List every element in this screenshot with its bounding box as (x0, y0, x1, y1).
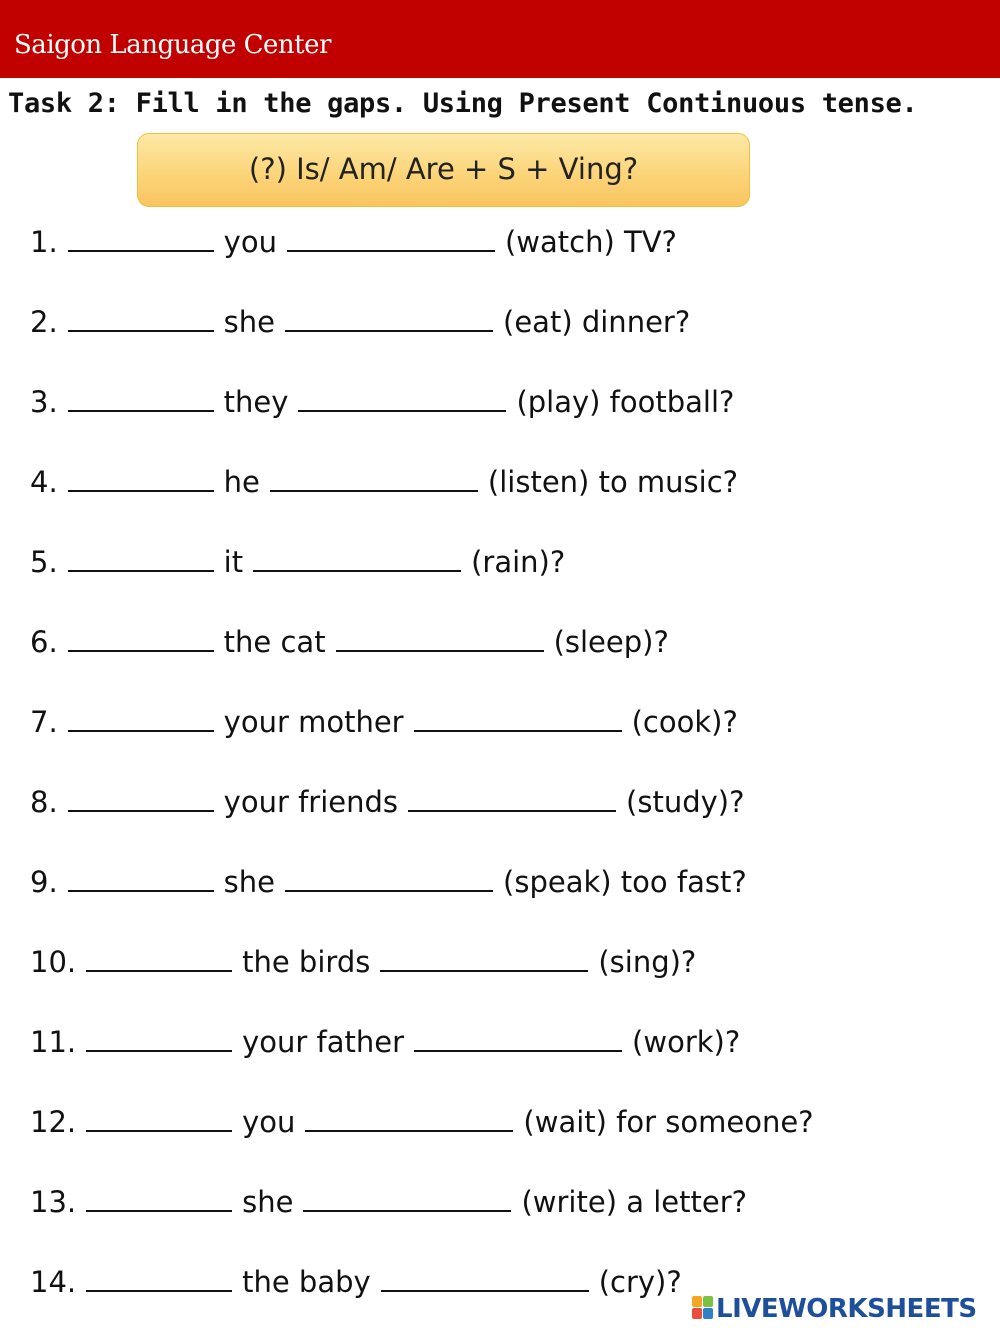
verb-be-blank[interactable] (68, 228, 214, 252)
verb-ing-blank[interactable] (298, 388, 506, 412)
verb-ing-blank[interactable] (287, 228, 495, 252)
task-heading: Task 2: Fill in the gaps. Using Present Continuous tense. (8, 88, 918, 119)
question-subject: they (223, 385, 289, 419)
question-number: 1. (30, 225, 58, 259)
question-number: 14. (30, 1265, 77, 1299)
liveworksheets-watermark (692, 1294, 977, 1324)
question-item (30, 1265, 682, 1299)
verb-ing-blank[interactable] (336, 628, 544, 652)
question-number: 6. (30, 625, 58, 659)
question-number: 8. (30, 785, 58, 819)
question-number: 2. (30, 305, 58, 339)
question-subject: you (242, 1105, 296, 1139)
question-prompt: (work)? (632, 1025, 741, 1059)
question-subject: your mother (223, 705, 404, 739)
question-subject: she (242, 1185, 294, 1219)
verb-ing-blank[interactable] (253, 548, 461, 572)
question-subject: you (223, 225, 277, 259)
question-number: 7. (30, 705, 58, 739)
question-item (30, 1185, 748, 1219)
verb-ing-blank[interactable] (285, 868, 493, 892)
formula-text: (?) Is/ Am/ Are + S + Ving? (248, 152, 639, 186)
question-number: 5. (30, 545, 58, 579)
question-prompt: (study)? (626, 785, 745, 819)
question-item (30, 1105, 814, 1139)
verb-be-blank[interactable] (68, 548, 214, 572)
verb-be-blank[interactable] (68, 788, 214, 812)
verb-ing-blank[interactable] (303, 1188, 511, 1212)
question-prompt: (rain)? (471, 545, 566, 579)
verb-ing-blank[interactable] (414, 708, 622, 732)
question-item (30, 1025, 741, 1059)
question-number: 12. (30, 1105, 77, 1139)
question-item (30, 465, 739, 499)
verb-ing-blank[interactable] (305, 1108, 513, 1132)
question-prompt: (wait) for someone? (523, 1105, 814, 1139)
question-number: 10. (30, 945, 77, 979)
question-prompt: (play) football? (516, 385, 735, 419)
question-prompt: (write) a letter? (521, 1185, 748, 1219)
verb-be-blank[interactable] (68, 308, 214, 332)
question-item (30, 865, 747, 899)
question-item (30, 945, 697, 979)
verb-be-blank[interactable] (68, 468, 214, 492)
question-subject: the birds (242, 945, 371, 979)
question-prompt: (eat) dinner? (503, 305, 691, 339)
verb-ing-blank[interactable] (285, 308, 493, 332)
question-subject: your father (242, 1025, 405, 1059)
question-prompt: (watch) TV? (504, 225, 677, 259)
verb-be-blank[interactable] (86, 1108, 232, 1132)
formula-box (137, 133, 750, 207)
question-item (30, 785, 745, 819)
question-prompt: (sing)? (598, 945, 697, 979)
verb-be-blank[interactable] (86, 1028, 232, 1052)
watermark-text: LIVEWORKSHEETS (716, 1294, 977, 1324)
question-subject: it (223, 545, 244, 579)
question-subject: the baby (242, 1265, 371, 1299)
verb-be-blank[interactable] (68, 628, 214, 652)
question-number: 13. (30, 1185, 77, 1219)
question-number: 11. (30, 1025, 77, 1059)
question-prompt: (sleep)? (553, 625, 669, 659)
question-item (30, 225, 677, 259)
question-number: 4. (30, 465, 58, 499)
verb-be-blank[interactable] (86, 948, 232, 972)
question-subject: he (223, 465, 260, 499)
question-item (30, 385, 735, 419)
verb-be-blank[interactable] (86, 1268, 232, 1292)
question-number: 9. (30, 865, 58, 899)
verb-be-blank[interactable] (86, 1188, 232, 1212)
question-subject: your friends (223, 785, 399, 819)
verb-be-blank[interactable] (68, 868, 214, 892)
question-item (30, 625, 669, 659)
question-item (30, 705, 738, 739)
liveworksheets-logo-icon (692, 1296, 714, 1320)
question-item (30, 545, 566, 579)
header-title: Saigon Language Center (14, 30, 331, 60)
verb-ing-blank[interactable] (414, 1028, 622, 1052)
verb-be-blank[interactable] (68, 708, 214, 732)
question-prompt: (cry)? (598, 1265, 682, 1299)
question-subject: the cat (223, 625, 326, 659)
question-subject: she (223, 865, 276, 899)
question-number: 3. (30, 385, 58, 419)
question-prompt: (speak) too fast? (503, 865, 747, 899)
verb-ing-blank[interactable] (270, 468, 478, 492)
verb-ing-blank[interactable] (408, 788, 616, 812)
verb-ing-blank[interactable] (380, 948, 588, 972)
question-prompt: (listen) to music? (487, 465, 739, 499)
verb-be-blank[interactable] (68, 388, 214, 412)
question-prompt: (cook)? (631, 705, 738, 739)
header-bar (0, 0, 1000, 78)
question-item (30, 305, 691, 339)
verb-ing-blank[interactable] (381, 1268, 589, 1292)
question-subject: she (223, 305, 276, 339)
